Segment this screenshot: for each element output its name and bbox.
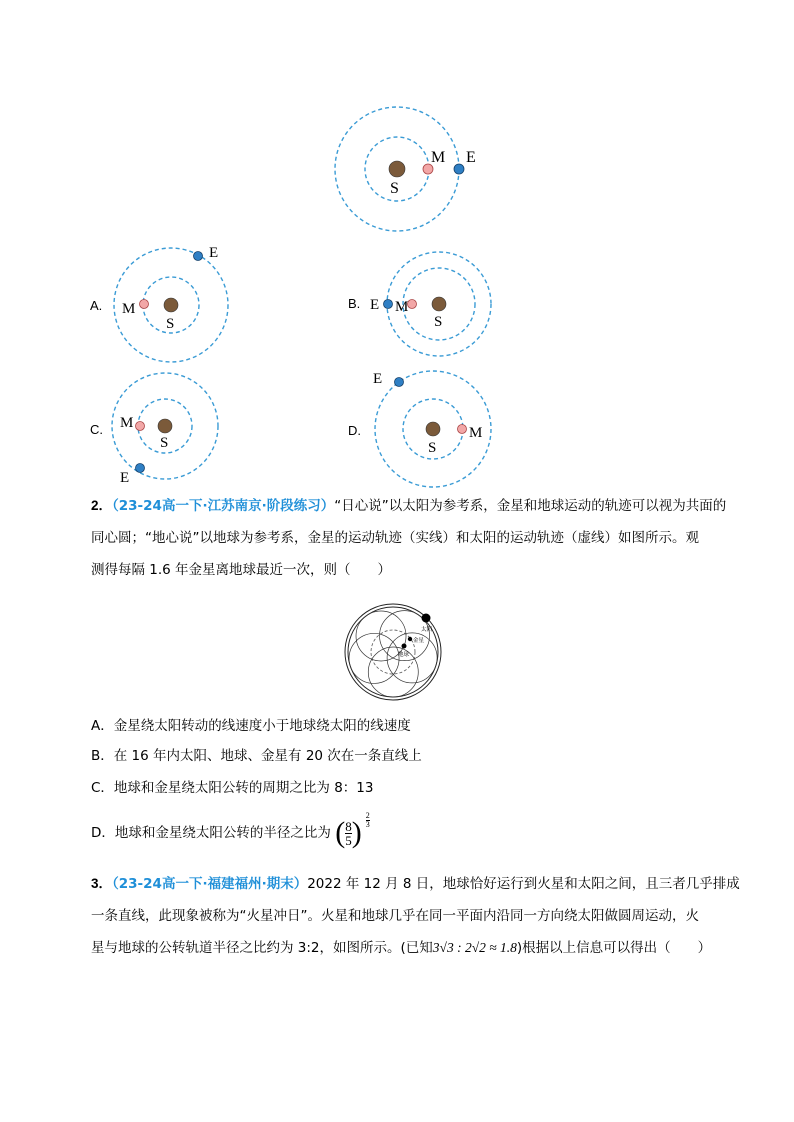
- mars-body: [408, 300, 417, 309]
- sun-label: S: [434, 314, 443, 330]
- q3-text-3a: 星与地球的公转轨道半径之比约为 3:2，如图所示。(已知: [91, 940, 433, 956]
- q2-text-1: “日心说”以太阳为参考系，金星和地球运动的轨迹可以视为共面的: [334, 498, 727, 514]
- q2-source: （23-24高一下·江苏南京·阶段练习）: [112, 498, 335, 514]
- frac-denominator: 5: [345, 832, 352, 848]
- earth-label: E: [120, 470, 130, 485]
- sun-label: S: [160, 435, 169, 451]
- option-d-letter: D.: [348, 423, 361, 438]
- q2-option-d-text: D．地球和金星绕太阳公转的半径之比为: [91, 825, 331, 841]
- earth-label: E: [370, 297, 380, 313]
- earth-body: [194, 252, 203, 261]
- venus-fig-label: 金星: [413, 638, 425, 644]
- q3-line-2: [91, 906, 731, 926]
- sun-label: S: [428, 440, 437, 456]
- venus-dot: [408, 637, 412, 641]
- mars-label: M: [431, 149, 446, 166]
- sun-body: [426, 422, 440, 436]
- q3-source: （23-24高一下·福建福州·期末）: [112, 876, 308, 892]
- q2-text-2: 同心圆；“地心说”以地球为参考系，金星的运动轨迹（实线）和太阳的运动轨迹（虚线）如图所示。观: [91, 530, 699, 546]
- earth-fig-label: 地球: [398, 652, 410, 658]
- earth-dot: [402, 644, 407, 649]
- earth-label: E: [466, 149, 476, 166]
- q2-number: 2．: [91, 498, 113, 513]
- option-b-letter: B.: [348, 296, 361, 311]
- sun-body: [432, 297, 446, 311]
- top-orbit-figure: [330, 96, 500, 246]
- sun-body: [158, 419, 172, 433]
- earth-label: E: [373, 371, 383, 387]
- q3-text-3b: )根据以上信息可以得出（ ）: [516, 940, 712, 956]
- mars-body: [140, 300, 149, 309]
- exp-denominator: 3: [365, 820, 370, 829]
- sun-label: S: [166, 316, 175, 332]
- sun-body: [389, 161, 405, 177]
- q2-option-d[interactable]: [91, 811, 370, 849]
- mars-body: [458, 425, 467, 434]
- q2-option-a[interactable]: A．金星绕太阳转动的线速度小于地球绕太阳的线速度: [91, 718, 411, 734]
- q3-text-1: 2022 年 12 月 8 日，地球恰好运行到火星和太阳之间，且三者几乎排成: [307, 876, 740, 892]
- mars-label: M: [122, 301, 136, 317]
- q3-math: 3√3 : 2√2 ≈ 1.8: [432, 940, 517, 955]
- sun-dot: [422, 614, 431, 623]
- mars-label: M: [395, 299, 409, 315]
- frac-numerator: 8: [345, 818, 352, 834]
- option-b-figure: [345, 240, 505, 370]
- mars-body: [136, 422, 145, 431]
- option-d-figure: [345, 365, 520, 497]
- option-c-figure: [88, 370, 238, 485]
- q2-epicycle-figure: [343, 598, 443, 706]
- q2-option-c[interactable]: C．地球和金星绕太阳公转的周期之比为 8：13: [91, 780, 374, 796]
- q2-option-b[interactable]: B．在 16 年内太阳、地球、金星有 20 次在一条直线上: [91, 748, 422, 764]
- exp-numerator: 2: [365, 811, 370, 820]
- q3-number: 3．: [91, 876, 113, 891]
- q3-text-2: 一条直线，此现象被称为“火星冲日”。火星和地球几乎在同一平面内沿同一方向绕太阳做圆周运动，火: [91, 908, 699, 924]
- mars-label: M: [469, 425, 483, 441]
- earth-body: [384, 300, 393, 309]
- q3-line-1: [91, 874, 740, 894]
- sun-label: S: [390, 180, 399, 197]
- q2-option-d-formula: ( $\frac{8}{5}$ ) $\frac{2}{3}$: [335, 811, 370, 849]
- sun-body: [164, 298, 178, 312]
- option-c-letter: C.: [90, 422, 103, 437]
- earth-body: [136, 464, 145, 473]
- option-a-figure: [88, 240, 238, 370]
- venus-loop: [368, 647, 418, 697]
- mars-label: M: [120, 415, 134, 431]
- q2-line-1: [91, 496, 731, 516]
- q2-line-3: [91, 560, 731, 580]
- earth-body: [454, 164, 464, 174]
- q2-text-3: 测得每隔 1.6 年金星离地球最近一次，则（ ）: [91, 562, 392, 578]
- earth-label: E: [209, 245, 219, 261]
- q2-line-2: [91, 528, 731, 548]
- sun-fig-label: 太阳: [421, 627, 433, 633]
- earth-body: [395, 378, 404, 387]
- q3-line-3: [91, 938, 731, 958]
- option-a-letter: A.: [90, 298, 103, 313]
